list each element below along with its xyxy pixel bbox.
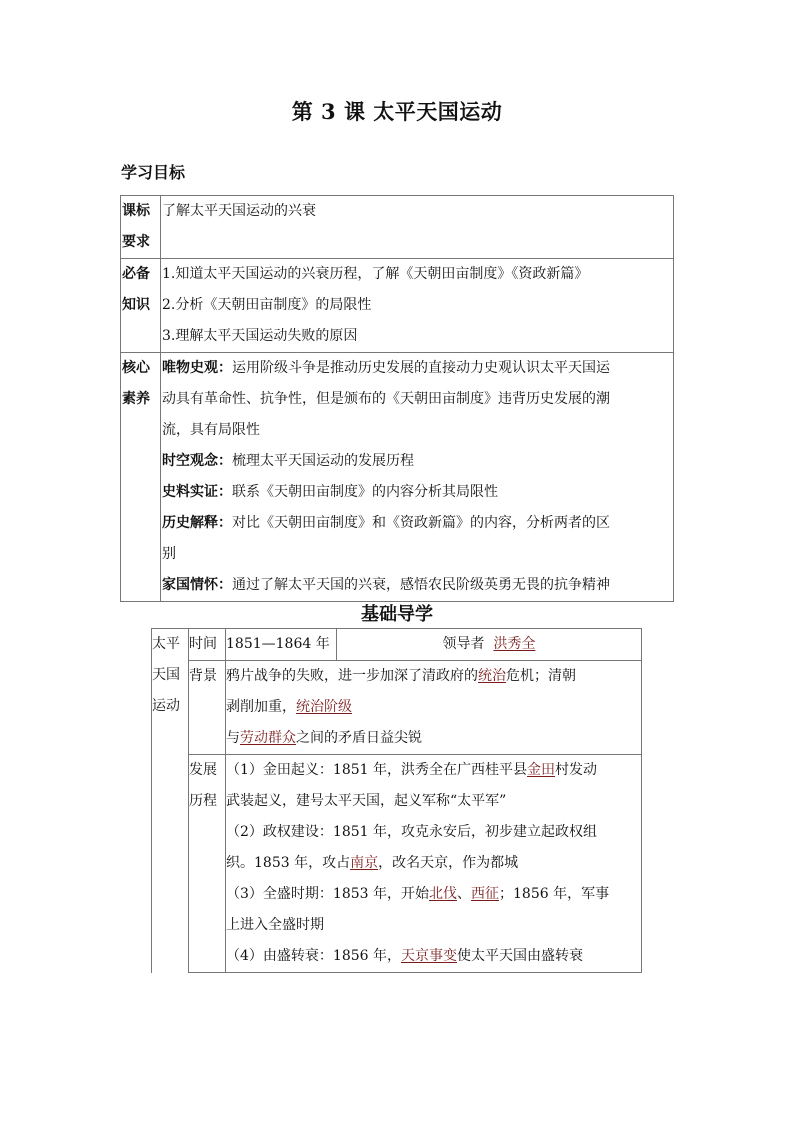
table-row [152, 629, 642, 661]
table-row [152, 661, 642, 755]
literacy-item: 史料实证：联系《天朝田亩制度》的内容分析其局限性 [162, 484, 498, 500]
leader-cell [337, 629, 642, 661]
row-label: 课标 要求 [121, 196, 161, 259]
section-heading-goals: 学习目标 [121, 163, 186, 182]
time-label: 时间 [189, 629, 226, 661]
development-content: （1）金田起义：1851 年，洪秀全在广西桂平县金田村发动 武装起义，建号太平天国，起义军称“太平军” （2）政权建设：1851 年，攻克永安后，初步建立起政权组 织。1853 年，攻占南京，改名天京，作为都城 （3）全盛时期：1853 年，开始北伐、西征；1856 年，军事 上进入全盛时期 （4）由盛转衰：1856 年，天京事变使太平天国由盛转衰 [226, 755, 642, 973]
learning-goals-table [120, 195, 674, 602]
topic-label: 太平 天国 运动 [152, 629, 189, 973]
row-content: 1.知道太平天国运动的兴衰历程，了解《天朝田亩制度》《资政新篇》 2.分析《天朝田亩制度》的局限性 3.理解太平天国运动失败的原因 [161, 259, 674, 353]
row-label: 核心 素养 [121, 353, 161, 602]
literacy-item: 唯物史观：运用阶级斗争是推动历史发展的直接动力史观认识太平天国运 [162, 360, 610, 376]
development-label: 发展 历程 [189, 755, 226, 973]
background-label: 背景 [189, 661, 226, 755]
time-value: 1851—1864 年 [226, 629, 337, 661]
table-row [152, 755, 642, 973]
row-label: 必备 知识 [121, 259, 161, 353]
table-row [121, 353, 674, 602]
row-content: 了解太平天国运动的兴衰 [161, 196, 674, 259]
background-content: 鸦片战争的失败，进一步加深了清政府的统治危机；清朝 剥削加重，统治阶级 与劳动群众之间的矛盾日益尖锐 [226, 661, 642, 755]
section-heading-guide: 基础导学 [361, 604, 433, 625]
leader-label: 领导者 [442, 636, 485, 652]
table-row [121, 259, 674, 353]
basic-guide-table [151, 628, 642, 973]
leader-value: 洪秀全 [493, 636, 536, 652]
row-content: 唯物史观：运用阶级斗争是推动历史发展的直接动力史观认识太平天国运 动具有革命性、抗争性，但是颁布的《天朝田亩制度》违背历史发展的潮 流，具有局限性 时空观念：梳理太平天国运动的发展历程 史料实证：联系《天朝田亩制度》的内容分析其局限性 历史解释：对比《天朝田亩制度》和《资政新篇》的内容，分析两者的区 别 家国情怀：通过了解太平天国的兴衰，感悟农民阶级英勇无畏的抗争精神 [161, 353, 674, 602]
table-row [121, 196, 674, 259]
page-title: 第 3 课 太平天国运动 [291, 99, 503, 124]
literacy-item: 时空观念：梳理太平天国运动的发展历程 [162, 453, 414, 469]
literacy-item: 家国情怀：通过了解太平天国的兴衰，感悟农民阶级英勇无畏的抗争精神 [162, 577, 610, 593]
literacy-item: 历史解释：对比《天朝田亩制度》和《资政新篇》的内容，分析两者的区 [162, 515, 610, 531]
